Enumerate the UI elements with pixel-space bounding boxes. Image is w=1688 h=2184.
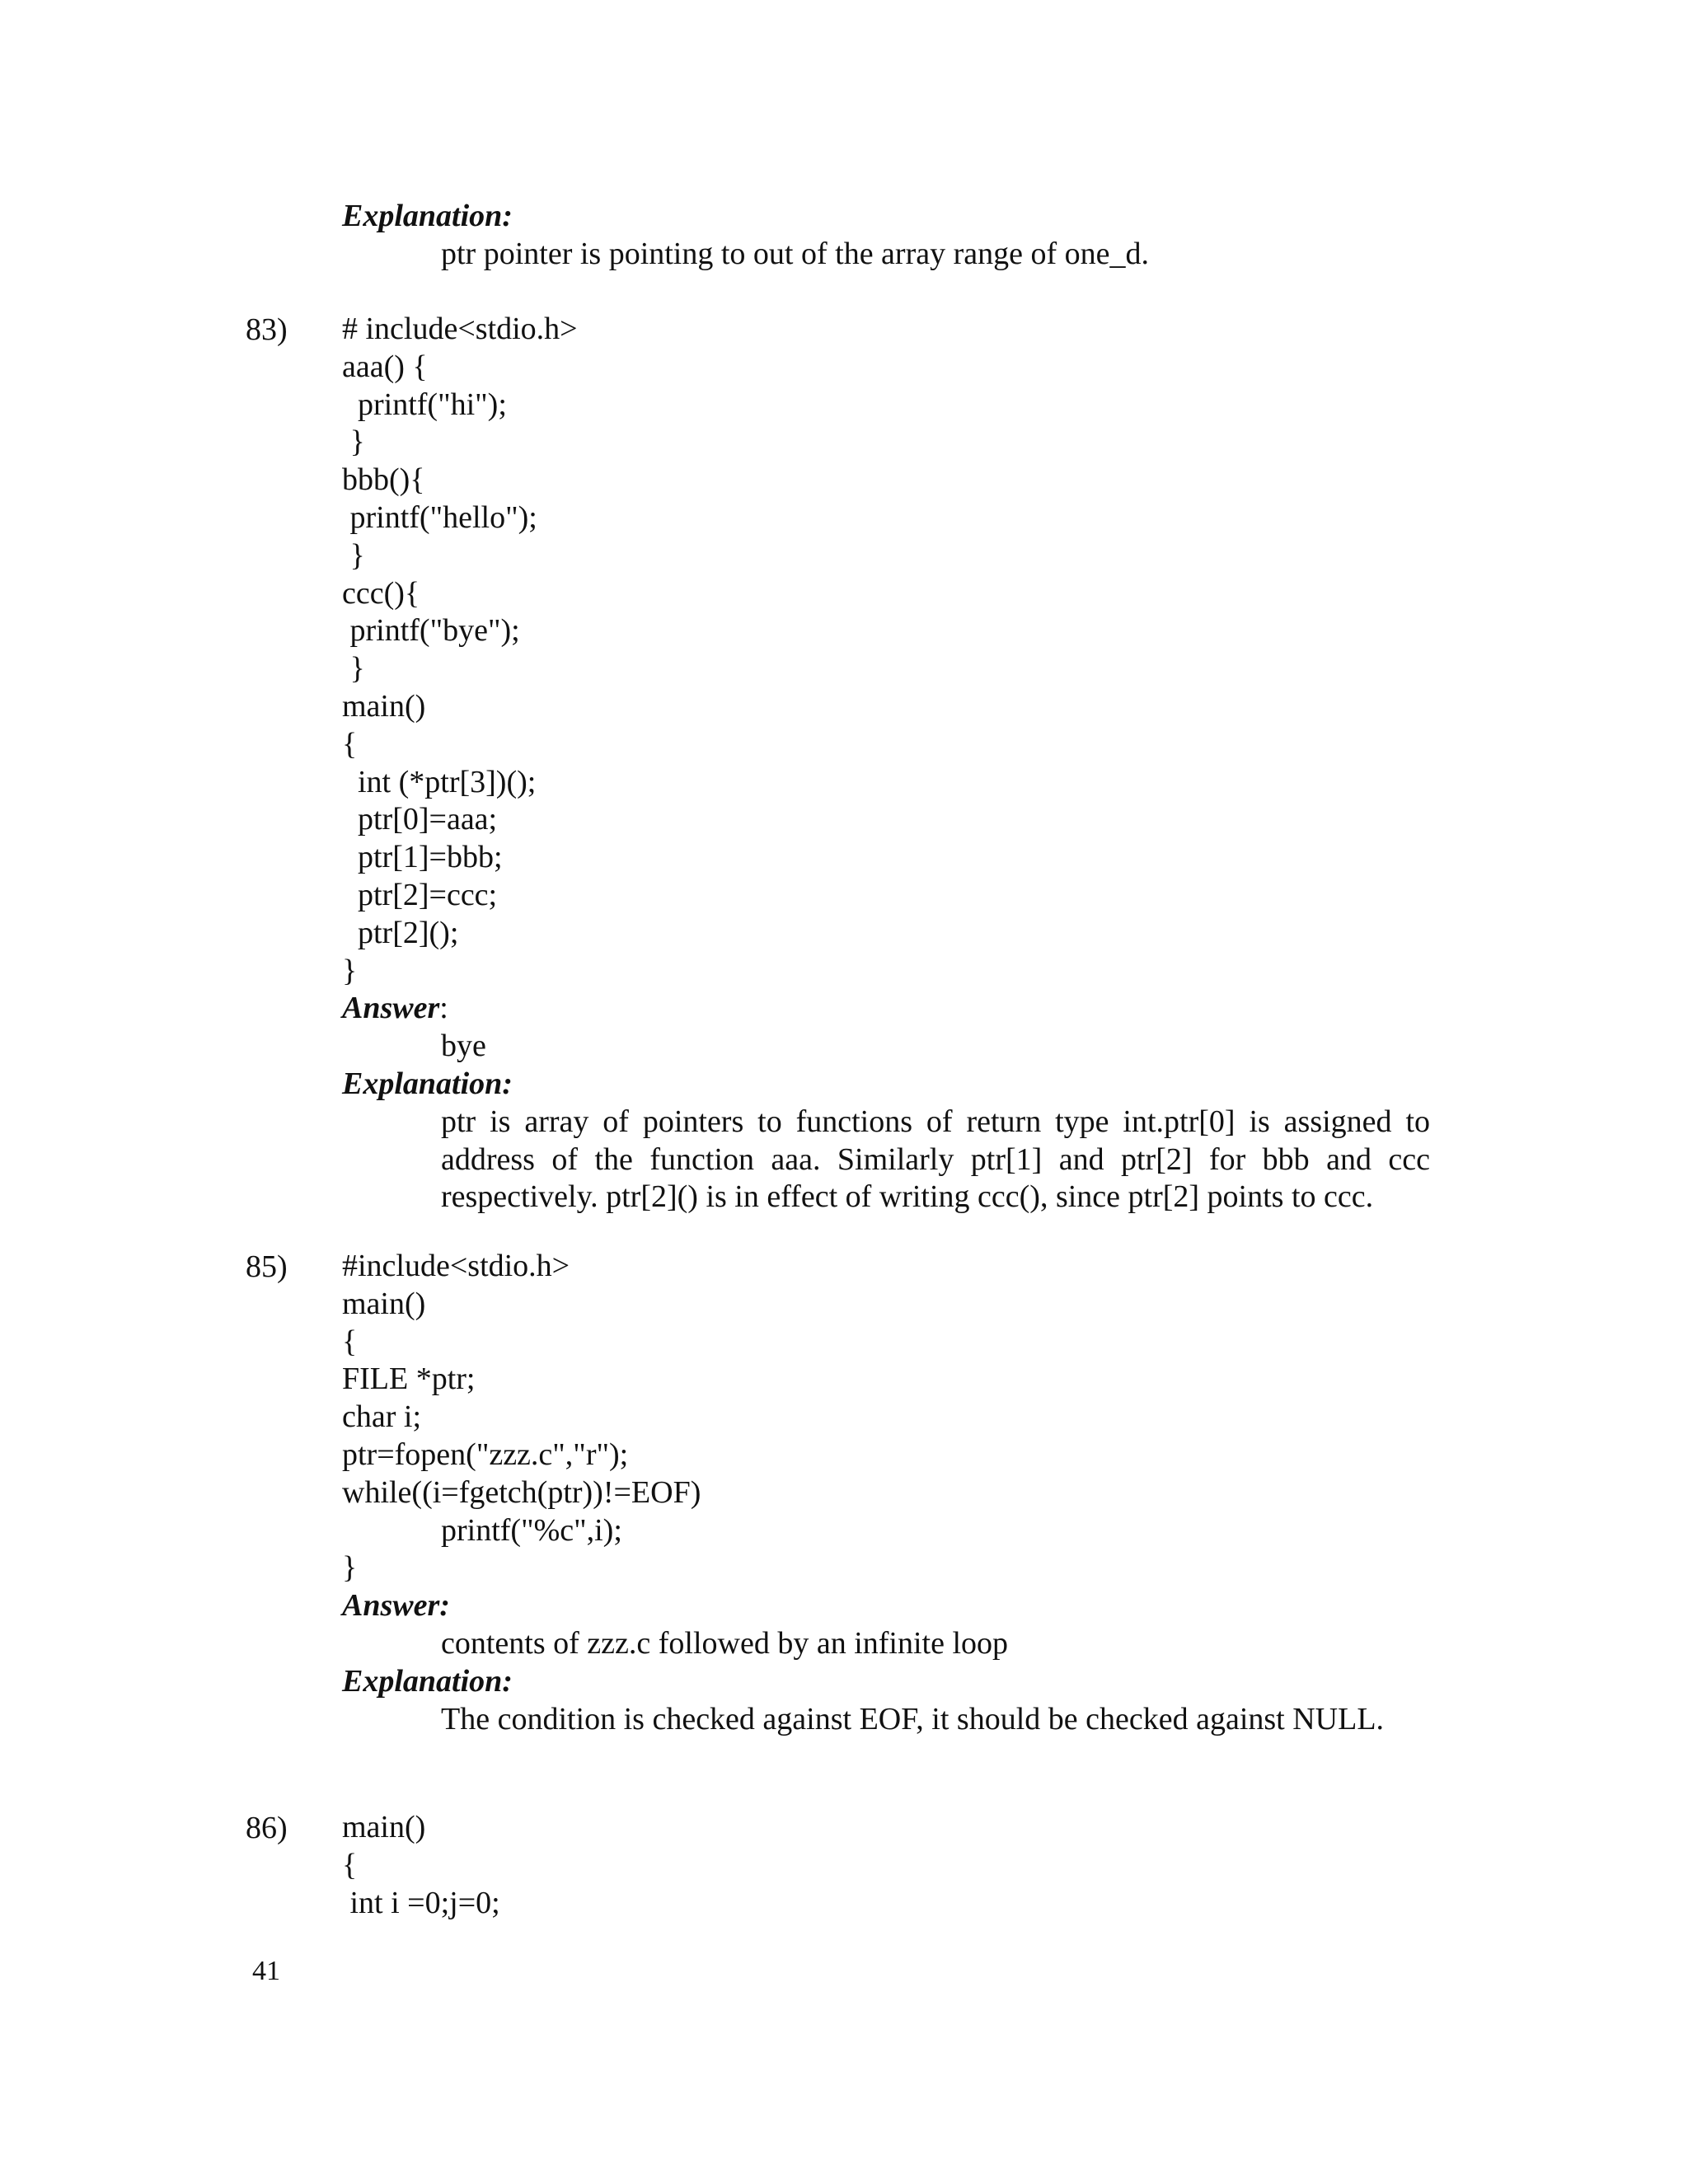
question-number-85: 85) (246, 1249, 288, 1284)
code-line: bbb(){ (342, 462, 425, 498)
code-line: } (342, 651, 365, 687)
code-line: ptr=fopen("zzz.c","r"); (342, 1436, 629, 1472)
code-line: main() (342, 688, 426, 724)
code-line: int i =0;j=0; (342, 1885, 500, 1920)
explanation-label: Explanation: (342, 1663, 513, 1699)
code-line: } (342, 953, 358, 988)
code-line: } (342, 1550, 358, 1586)
code-line: # include<stdio.h> (342, 312, 578, 346)
code-line: ptr[1]=bbb; (342, 840, 503, 875)
explanation-label: Explanation: (342, 199, 513, 233)
code-line: main() (342, 1286, 426, 1321)
code-line: int (*ptr[3])(); (342, 764, 537, 799)
answer-text: bye (441, 1029, 486, 1064)
code-line: #include<stdio.h> (342, 1249, 570, 1283)
explanation-label: Explanation: (342, 1066, 513, 1101)
code-line: { (342, 1324, 358, 1359)
answer-label: Answer: (342, 1588, 450, 1624)
answer-label (342, 990, 1430, 1028)
code-line: char i; (342, 1399, 422, 1435)
code-line: while((i=fgetch(ptr))!=EOF) (342, 1474, 701, 1510)
code-line: ptr[2]=ccc; (342, 877, 498, 912)
question-85 (342, 1248, 1430, 1738)
code-line: main() (342, 1810, 426, 1844)
code-line: printf("bye"); (342, 613, 520, 649)
code-listing (342, 311, 1430, 990)
question-number-86: 86) (246, 1811, 288, 1845)
code-line: ptr[0]=aaa; (342, 802, 498, 837)
code-line: ccc(){ (342, 575, 420, 611)
answer-text: contents of zzz.c followed by an infinite loop (441, 1625, 1009, 1661)
answer-label-text: Answer (342, 991, 440, 1026)
code-line: } (342, 537, 365, 573)
explanation-text: The condition is checked against EOF, it should be checked against NULL. (441, 1701, 1385, 1736)
question-86 (342, 1809, 1430, 1922)
explanation-text: ptr pointer is pointing to out of the array range of one_d. (441, 236, 1150, 271)
code-line: printf("hi"); (342, 387, 507, 422)
code-line: FILE *ptr; (342, 1361, 476, 1397)
code-line: { (342, 726, 358, 762)
code-line: aaa() { (342, 349, 428, 384)
code-listing (342, 1248, 1430, 1587)
code-line: printf("hello"); (342, 499, 537, 535)
code-line: ptr[2](); (342, 915, 459, 950)
code-line: { (342, 1847, 358, 1882)
question-83 (342, 311, 1430, 1216)
code-line-indented: printf("%c",i); (441, 1512, 622, 1548)
question-number-83: 83) (246, 312, 288, 347)
code-line: } (342, 424, 365, 460)
prev-question-explanation (342, 198, 1430, 274)
code-listing (342, 1809, 1430, 1922)
answer-label-colon: : (439, 991, 448, 1026)
explanation-text: ptr is array of pointers to functions of return type int.ptr[0] is assigned to address of the function aaa. Similarly ptr[1] and ptr[2] for bbb and ccc respectively. ptr[2]() is in effect of writing ccc(), since ptr[2] points to ccc. (441, 1104, 1430, 1215)
page-number: 41 (252, 1956, 280, 1986)
